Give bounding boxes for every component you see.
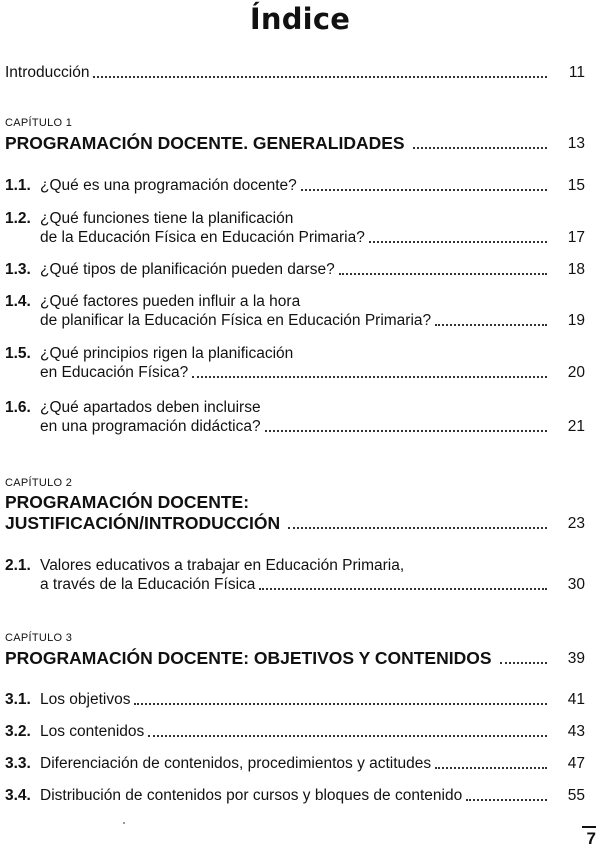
toc-section[interactable]: [5, 786, 585, 805]
page-number: 7: [582, 826, 596, 849]
toc-section[interactable]: [5, 556, 585, 594]
entry-text: Introducción: [5, 64, 90, 81]
page-title: Índice: [249, 2, 351, 36]
section-number: 3.4.: [5, 787, 31, 804]
section-number: 1.6.: [5, 399, 31, 416]
section-number: 1.1.: [5, 177, 31, 194]
section-line: Distribución de contenidos por cursos y bloques de contenido: [40, 787, 463, 804]
section-number: 3.2.: [5, 723, 31, 740]
section-number: 3.1.: [5, 691, 31, 708]
dot-leader: [466, 799, 547, 801]
section-number: 3.3.: [5, 755, 31, 772]
toc-section[interactable]: [5, 209, 585, 247]
dot-leader: [369, 241, 547, 243]
section-page: 21: [567, 418, 585, 435]
section-line: de planificar la Educación Física en Educación Primaria?: [40, 312, 432, 329]
section-number: 2.1.: [5, 557, 31, 574]
chapter-page: 13: [567, 135, 585, 152]
entry-page: 11: [568, 64, 585, 81]
section-page: 18: [567, 261, 585, 278]
chapter-title-line: PROGRAMACIÓN DOCENTE. GENERALIDADES: [5, 133, 405, 153]
chapter-title[interactable]: [5, 133, 585, 154]
toc-section[interactable]: [5, 176, 585, 195]
section-page: 47: [567, 755, 585, 772]
section-page: 15: [567, 177, 585, 194]
section-number: 1.3.: [5, 261, 31, 278]
section-line: ¿Qué tipos de planificación pueden darse?: [40, 261, 335, 278]
dot-leader: [93, 76, 547, 78]
section-number: 1.2.: [5, 210, 31, 227]
toc-section[interactable]: [5, 722, 585, 741]
section-page: 19: [567, 312, 585, 329]
section-page: 41: [567, 691, 585, 708]
section-line: ¿Qué factores pueden influir a la hora: [40, 293, 301, 310]
chapter-title-line: PROGRAMACIÓN DOCENTE:: [5, 492, 250, 512]
section-line: en una programación didáctica?: [40, 418, 261, 435]
section-line: Valores educativos a trabajar en Educación Primaria,: [40, 557, 405, 574]
section-page: 43: [567, 723, 585, 740]
chapter-page: 23: [567, 515, 585, 532]
toc-entry-introduction[interactable]: [5, 63, 585, 82]
section-page: 30: [567, 576, 585, 593]
dot-leader: [339, 273, 547, 275]
dot-leader: [148, 735, 547, 737]
dot-leader: [288, 527, 547, 529]
toc-section[interactable]: [5, 398, 585, 436]
section-line: en Educación Física?: [40, 364, 189, 381]
section-page: 17: [567, 229, 585, 246]
section-line: Los objetivos: [40, 691, 131, 708]
dot-leader: [265, 430, 547, 432]
dot-leader: [435, 324, 547, 326]
chapter-title[interactable]: [5, 492, 585, 534]
scan-speck: [123, 822, 125, 824]
chapter-page: 39: [567, 650, 585, 667]
section-number: 1.5.: [5, 345, 31, 362]
chapter-title-line: PROGRAMACIÓN DOCENTE: OBJETIVOS Y CONTENIDOS: [5, 648, 492, 668]
section-line: ¿Qué apartados deben incluirse: [40, 399, 261, 416]
section-line: Los contenidos: [40, 723, 145, 740]
chapter-label: CAPÍTULO 2: [5, 477, 73, 489]
chapter-title-line: JUSTIFICACIÓN/INTRODUCCIÓN: [5, 513, 281, 533]
toc-section[interactable]: [5, 292, 585, 330]
chapter-label: CAPÍTULO 1: [5, 117, 73, 129]
section-line: a través de la Educación Física: [40, 576, 256, 593]
dot-leader: [500, 662, 548, 664]
section-line: ¿Qué funciones tiene la planificación: [40, 210, 294, 227]
toc-section[interactable]: [5, 754, 585, 773]
section-page: 55: [567, 787, 585, 804]
dot-leader: [301, 189, 547, 191]
dot-leader: [435, 767, 547, 769]
section-line: Diferenciación de contenidos, procedimientos y actitudes: [40, 755, 432, 772]
dot-leader: [259, 588, 547, 590]
section-line: de la Educación Física en Educación Primaria?: [40, 229, 365, 246]
toc-section[interactable]: [5, 344, 585, 382]
dot-leader: [413, 147, 547, 149]
chapter-label: CAPÍTULO 3: [5, 632, 73, 644]
toc-section[interactable]: [5, 690, 585, 709]
dot-leader: [192, 376, 547, 378]
section-line: ¿Qué principios rigen la planificación: [40, 345, 294, 362]
dot-leader: [134, 703, 547, 705]
section-page: 20: [567, 364, 585, 381]
chapter-title[interactable]: [5, 648, 585, 669]
section-number: 1.4.: [5, 293, 31, 310]
toc-section[interactable]: [5, 260, 585, 279]
section-line: ¿Qué es una programación docente?: [40, 177, 297, 194]
